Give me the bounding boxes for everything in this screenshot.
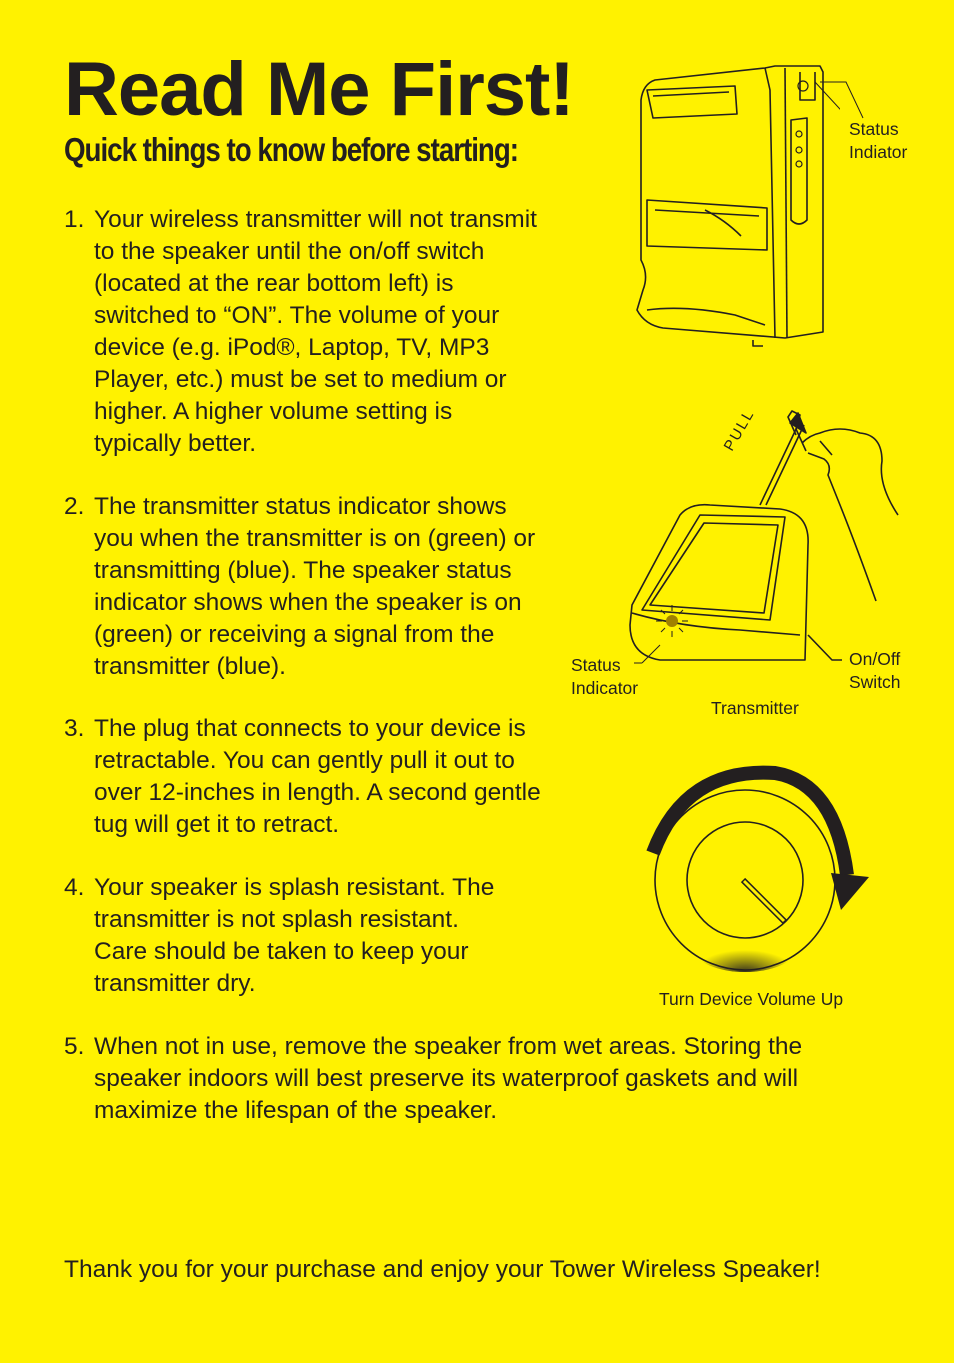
item-text: The plug that connects to your device is retractable. You can gently pull it out to over 12-inches in length. A second gentle tug will get it to retract.	[94, 715, 541, 838]
page-subtitle: Quick things to know before starting:	[64, 131, 518, 168]
on-off-switch-label: On/Off Switch	[849, 649, 901, 692]
item-number: 3.	[64, 715, 85, 742]
instruction-item-1	[64, 204, 537, 460]
speaker-illustration	[625, 60, 840, 360]
thank-you-footer: Thank you for your purchase and enjoy your Tower Wireless Speaker!	[64, 1256, 821, 1283]
item-number: 5.	[64, 1033, 85, 1060]
instruction-item-5	[64, 1031, 802, 1127]
volume-knob-caption: Turn Device Volume Up	[659, 989, 844, 1009]
pull-label: PULL	[720, 406, 759, 454]
instruction-item-3	[64, 713, 541, 841]
speaker-status-label: Status Indiator	[849, 119, 908, 162]
instruction-item-2	[64, 491, 535, 683]
item-number: 2.	[64, 493, 85, 520]
item-text: Your speaker is splash resistant. The transmitter is not splash resistant. Care should be taken to keep your transmitter dry.	[94, 874, 495, 997]
item-number: 1.	[64, 206, 85, 233]
item-text: When not in use, remove the speaker from wet areas. Storing the speaker indoors will best preserve its waterproof gaskets and will maximize the lifespan of the speaker.	[94, 1033, 803, 1124]
item-text: Your wireless transmitter will not transmit to the speaker until the on/off switch (located at the rear bottom left) is switched to “ON”. The volume of your device (e.g. iPod®, Laptop, TV, MP3 Player, etc.) must be set to medium or higher. A higher volume setting is typically better.	[94, 206, 537, 457]
transmitter-caption: Transmitter	[711, 698, 799, 718]
volume-knob-illustration	[645, 765, 875, 975]
item-number: 4.	[64, 874, 85, 901]
item-text: The transmitter status indicator shows you when the transmitter is on (green) or transmitting (blue). The speaker status indicator shows when the speaker is on (green) or receiving a signal from the transmitter (blue).	[94, 493, 536, 680]
transmitter-illustration	[620, 405, 920, 675]
transmitter-status-label: Status Indicator	[571, 655, 639, 698]
instruction-item-4	[64, 872, 494, 1000]
page-title: Read Me First!	[64, 47, 574, 132]
